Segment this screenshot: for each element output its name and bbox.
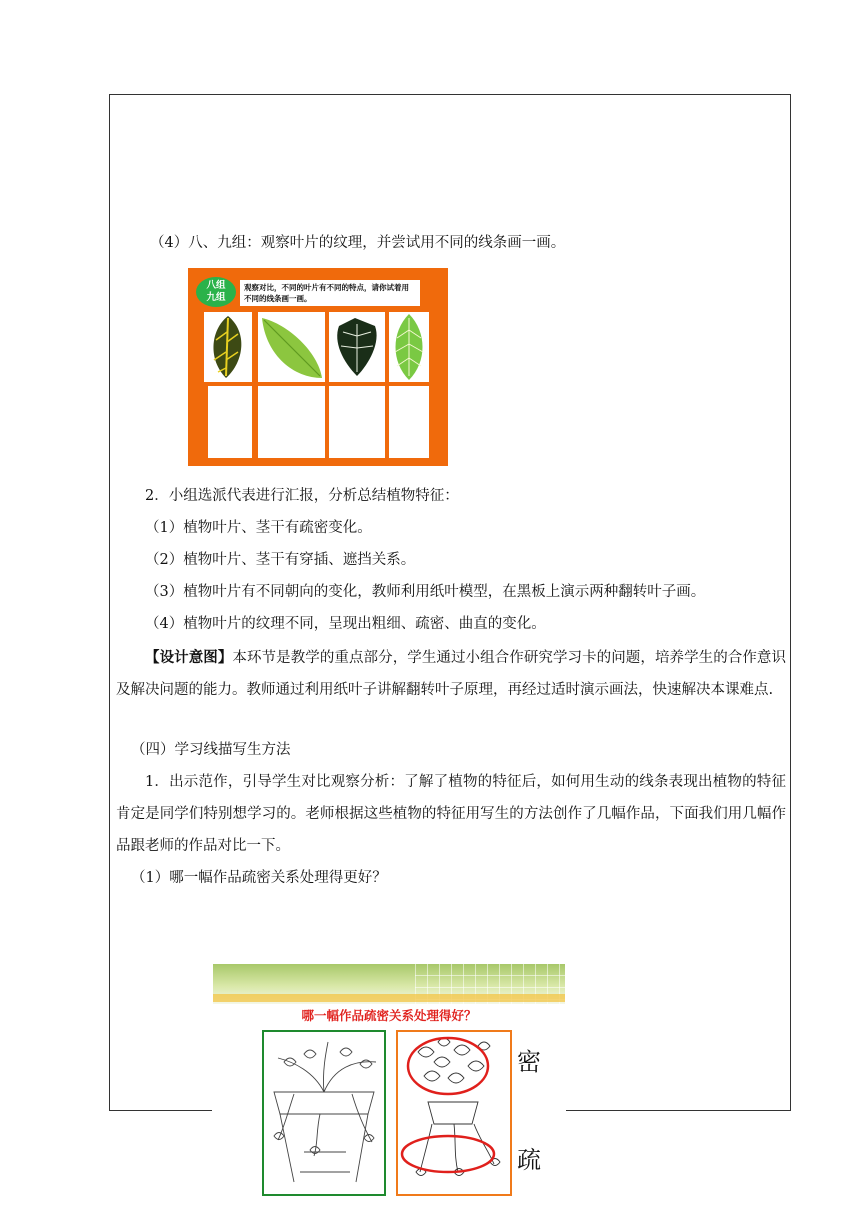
group-tag-line1: 八组 (206, 280, 226, 291)
feature-1: （1）植物叶片、茎干有疏密变化。 (145, 520, 372, 536)
leaf-image-3 (329, 312, 385, 382)
leaf-image-2 (258, 312, 325, 382)
blank-card-4 (389, 386, 429, 458)
dense-circle (408, 1038, 488, 1094)
section-4-heading: （四）学习线描写生方法 (131, 742, 291, 758)
step1-paragraph: 1．出示范作，引导学生对比观察分析：了解了植物的特征后，如何用生动的线条表现出植物的特征肯定是同学们特别想学习的。老师根据这些植物的特征用写生的方法创作了几幅作品，下面我们用几幅作品跟老师的作品对比一下。 (116, 774, 786, 854)
croton-leaf-icon (204, 312, 252, 382)
slide-instruction: 观察对比，不同的叶片有不同的特点，请你试着用不同的线条画一画。 (240, 280, 420, 306)
blank-card-2 (258, 386, 325, 458)
intro-line: （4）八、九组：观察叶片的纹理，并尝试用不同的线条画一画。 (150, 235, 566, 251)
design-intent-text: 本环节是教学的重点部分，学生通过小组合作研究学习卡的问题，培养学生的合作意识及解决问题的能力。教师通过利用纸叶子讲解翻转叶子原理，再经过适时演示画法，快速解决本课难点. (116, 650, 786, 698)
leaf-image-4 (389, 312, 429, 382)
step2-heading: 2．小组选派代表进行汇报，分析总结植物特征： (145, 488, 459, 504)
density-comparison-slide (213, 964, 565, 1216)
question-1: （1）哪一幅作品疏密关系处理得更好？ (131, 870, 387, 886)
dense-label: 密 (517, 1048, 541, 1076)
slide-question: 哪一幅作品疏密关系处理得好？ (301, 1008, 477, 1023)
design-intent-label: 【设计意图】 (145, 649, 233, 666)
feature-2: （2）植物叶片、茎干有穿插、遮挡关系。 (145, 552, 416, 568)
sparse-circle (402, 1136, 494, 1172)
design-intent (116, 642, 786, 706)
veined-leaf-icon (389, 312, 429, 382)
plant-sketch-icon (264, 1032, 384, 1194)
student-drawing (262, 1030, 386, 1196)
feature-4: （4）植物叶片的纹理不同，呈现出粗细、疏密、曲直的变化。 (145, 616, 546, 632)
teacher-drawing (396, 1030, 512, 1196)
sparse-label: 疏 (517, 1146, 541, 1174)
alocasia-leaf-icon (329, 312, 385, 382)
leaf-image-1 (204, 312, 252, 382)
feature-3: （3）植物叶片有不同朝向的变化，教师利用纸叶模型，在黑板上演示两种翻转叶子画。 (145, 584, 706, 600)
banner-strip (213, 994, 565, 1002)
group-tag-line2: 九组 (206, 292, 226, 303)
leaf-texture-slide (188, 268, 448, 466)
group-tag (196, 277, 236, 307)
slide-banner (213, 964, 565, 1004)
blank-card-3 (329, 386, 385, 458)
green-leaf-icon (258, 312, 325, 382)
plant-sketch-icon (398, 1032, 510, 1194)
blank-card-1 (208, 386, 252, 458)
